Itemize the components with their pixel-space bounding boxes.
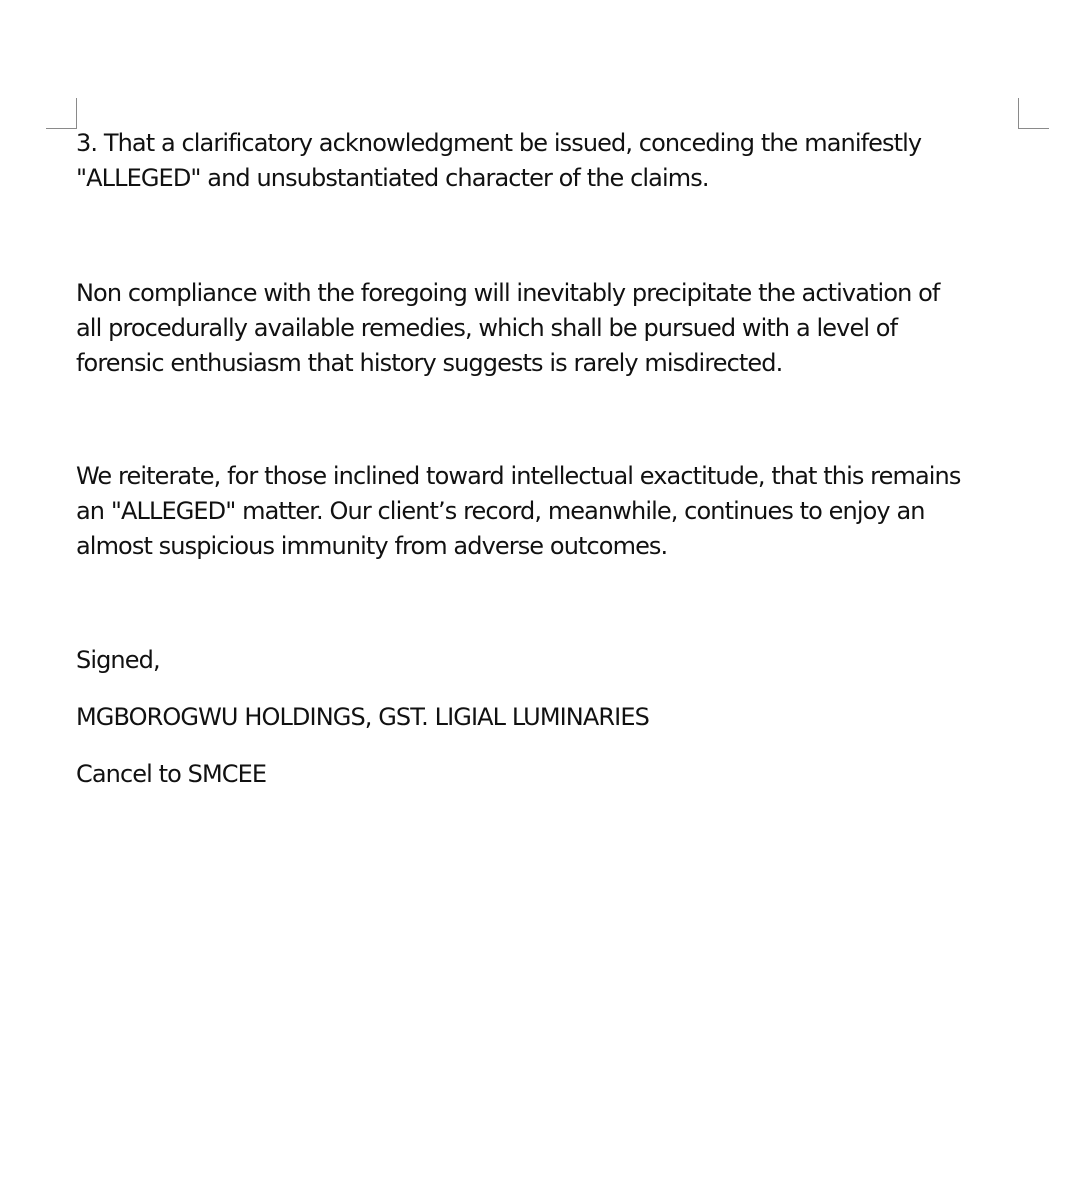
paragraph-line: an "ALLEGED" matter. Our client’s record, meanwhile, continues to enjoy an xyxy=(76,497,925,525)
paragraph-non-compliance[interactable] xyxy=(76,276,1066,381)
paragraph-line: 3. That a clarificatory acknowledgment be issued, conceding the manifestly xyxy=(76,129,922,157)
paragraph-line: almost suspicious immunity from adverse outcomes. xyxy=(76,532,668,560)
paragraph-clarificatory-acknowledgment[interactable] xyxy=(76,126,1066,196)
paragraph-line: forensic enthusiasm that history suggests is rarely misdirected. xyxy=(76,349,783,377)
paragraph-line: Non compliance with the foregoing will inevitably precipitate the activation of xyxy=(76,279,940,307)
paragraph-line: We reiterate, for those inclined toward intellectual exactitude, that this remains xyxy=(76,462,961,490)
paragraph-reiteration[interactable] xyxy=(76,459,1066,564)
paragraph-line: "ALLEGED" and unsubstantiated character of the claims. xyxy=(76,164,709,192)
signed-label[interactable]: Signed, xyxy=(76,646,160,674)
signatory-company[interactable]: MGBOROGWU HOLDINGS, GST. LIGIAL LUMINARIES xyxy=(76,703,649,731)
top-left-margin-mark xyxy=(46,98,77,129)
top-right-margin-mark xyxy=(1018,98,1049,129)
carbon-copy-line[interactable]: Cancel to SMCEE xyxy=(76,760,267,788)
paragraph-line: all procedurally available remedies, which shall be pursued with a level of xyxy=(76,314,898,342)
